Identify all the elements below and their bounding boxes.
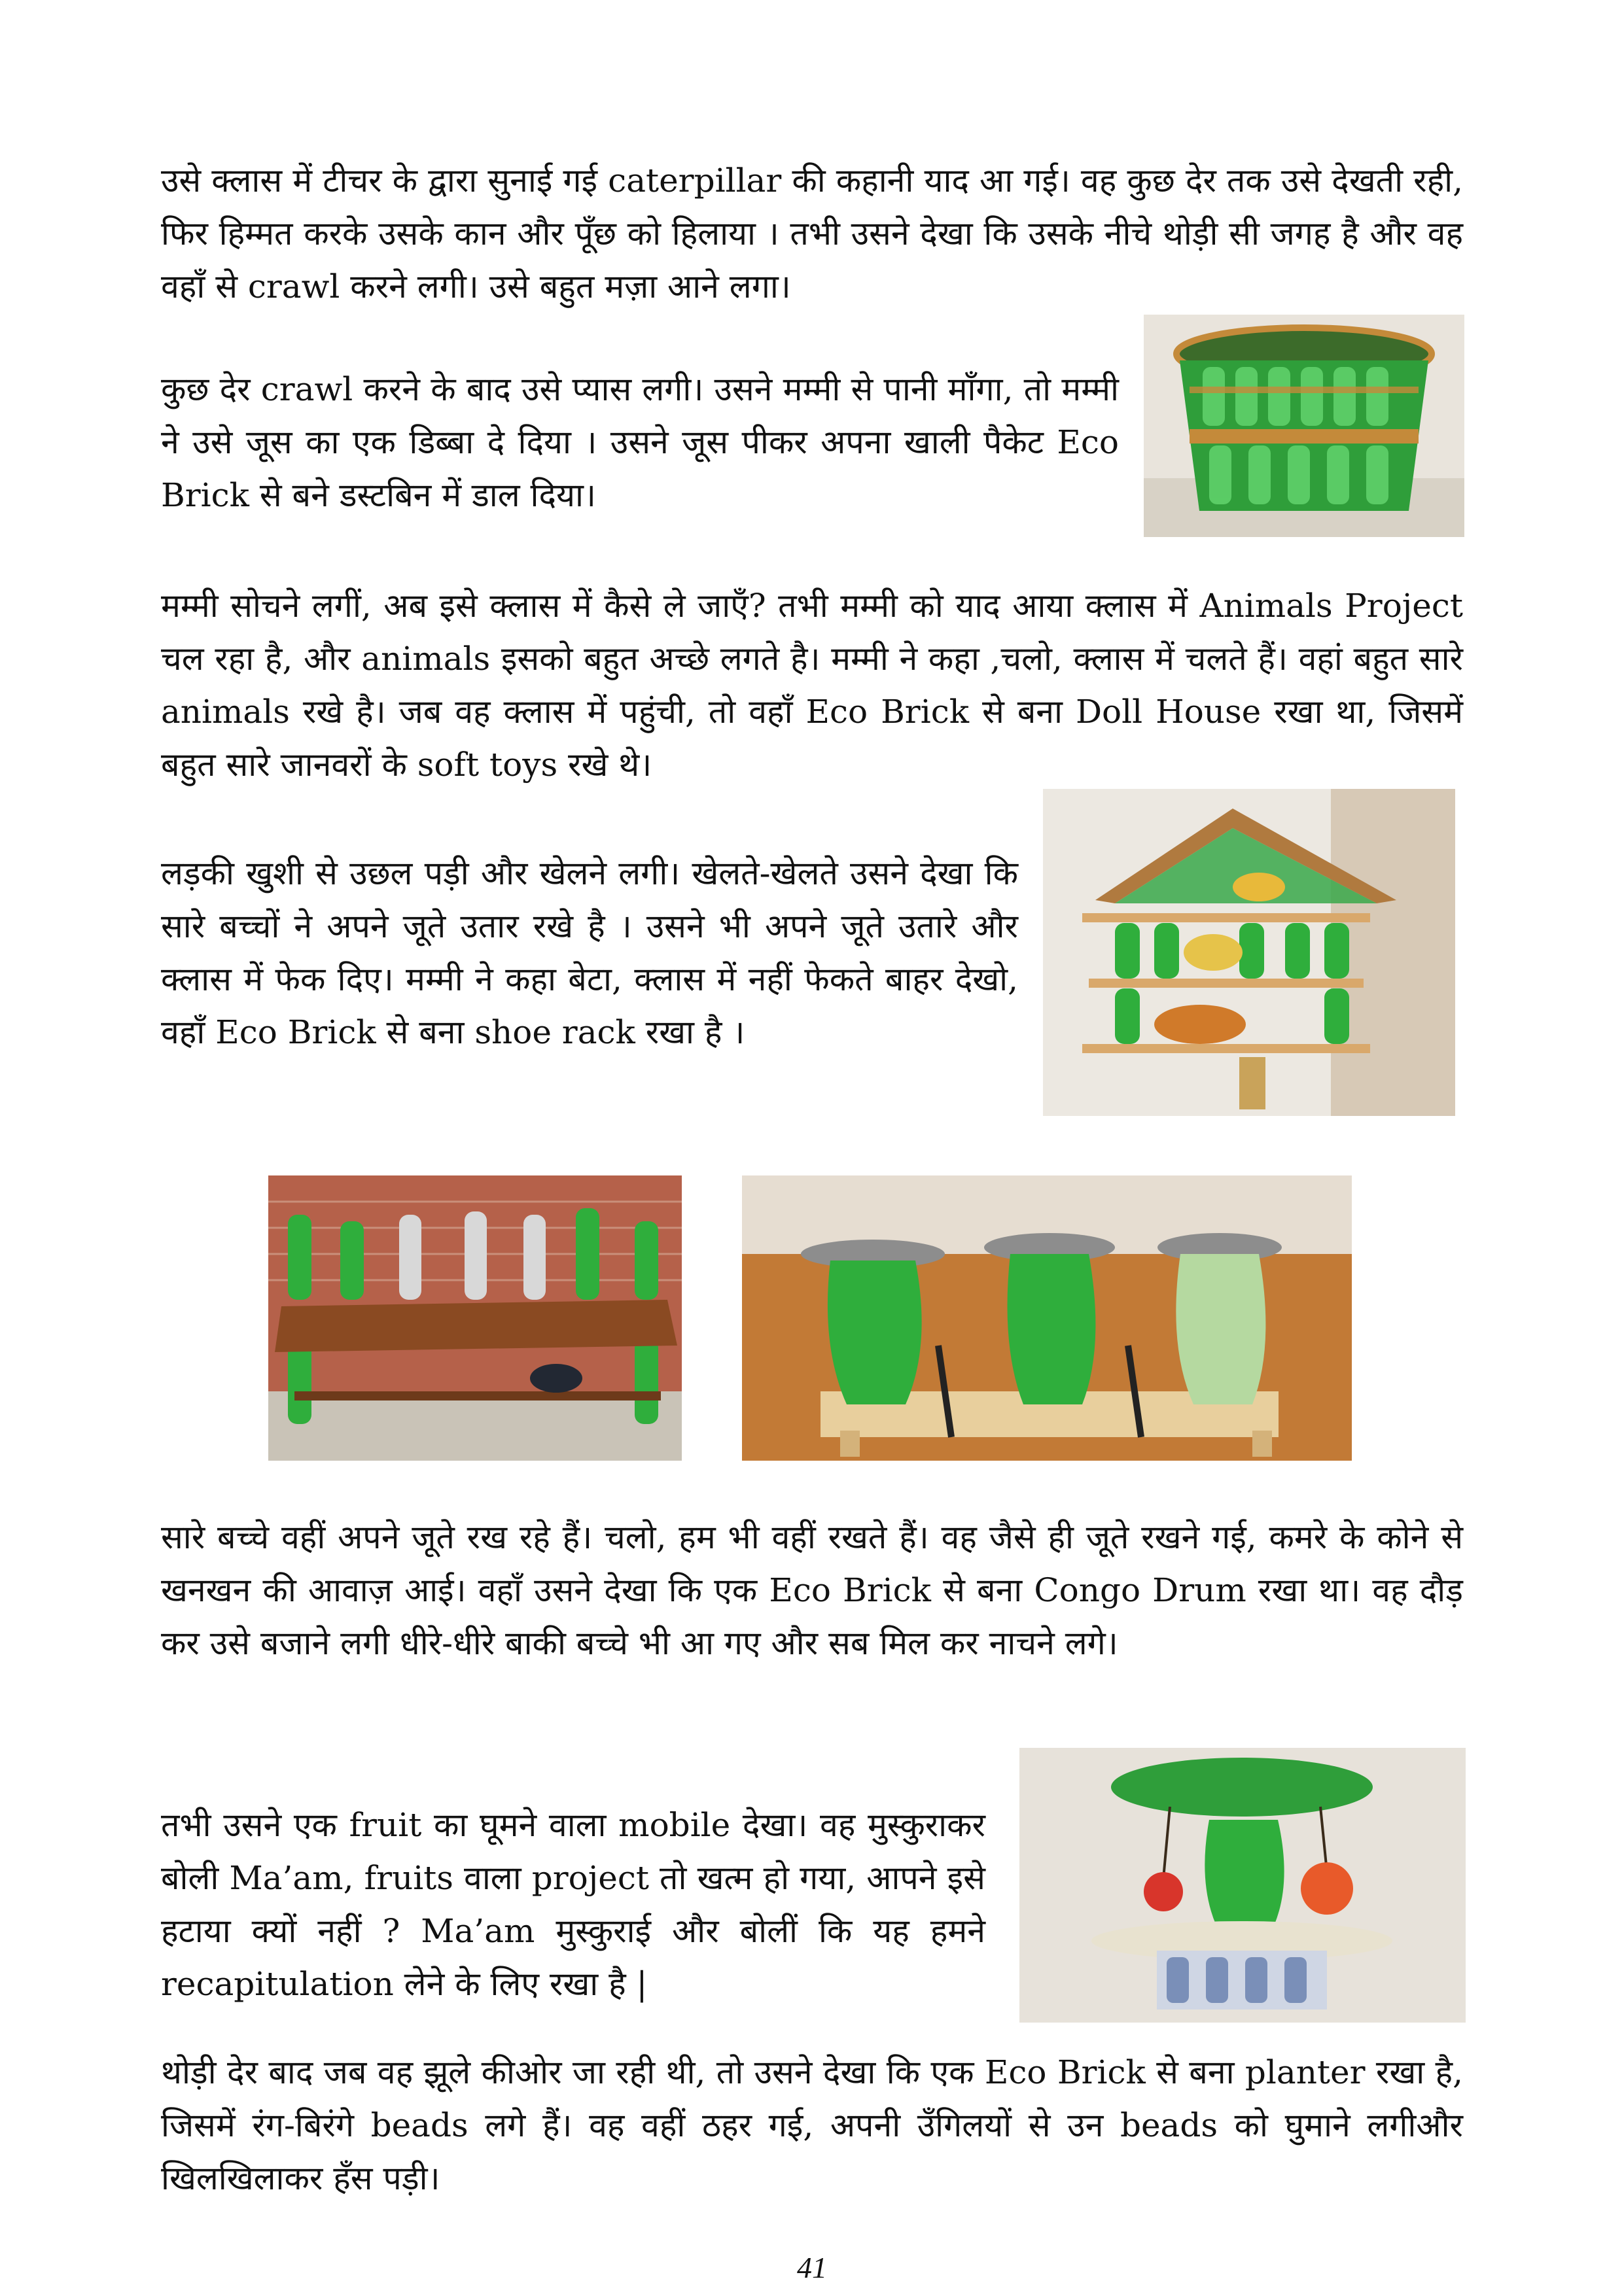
fruit-mobile-photo [1019,1748,1466,2023]
paragraph-7: थोड़ी देर बाद जब वह झूले कीओर जा रही थी, तो उसने देखा कि एक Eco Brick से बना planter रखा है, जिसमें रंग-बिरंगे beads लगे हैं। वह वहीं ठहर गई, अपनी उँगिलयों से उन beads को घुमाने लगीऔर खिलखिलाकर हँस पड़ी। [161,2053,1463,2197]
paragraph-3: मम्मी सोचने लगीं, अब इसे क्लास में कैसे ले जाएँ? तभी मम्मी को याद आया क्लास में Animals Project चल रहा है, और animals इसको बहुत अच्छे लगते है। मम्मी ने कहा ,चलो, क्लास में चलते हैं। वहां बहुत सारे animals रखे है। जब वह क्लास में पहुंची, तो वहाँ Eco Brick से बना Doll House रखा था, जिसमें बहुत सारे जानवरों के soft toys रखे थे। [161,587,1463,784]
paragraph-2: कुछ देर crawl करने के बाद उसे प्यास लगी। उसने मम्मी से पानी माँगा, तो मम्मी ने उसे जूस का एक डिब्बा दे दिया । उसने जूस पीकर अपना खाली पैकेट Eco Brick से बने डस्टबिन में डाल दिया। [161,370,1119,514]
paragraph-1: उसे क्लास में टीचर के द्वारा सुनाई गई caterpillar की कहानी याद आ गई। वह कुछ देर तक उसे देखती रही, फिर हिम्मत करके उसके कान और पूँछ को हिलाया । तभी उसने देखा कि उसके नीचे थोड़ी सी जगह है और वह वहाँ से crawl करने लगी। उसे बहुत मज़ा आने लगा। [161,162,1463,305]
page-number: 41 [797,2251,827,2284]
eco-brick-dustbin-photo [1144,315,1464,537]
eco-brick-doll-house-photo [1043,789,1455,1116]
paragraph-4: लड़की खुशी से उछल पड़ी और खेलने लगी। खेलते-खेलते उसने देखा कि सारे बच्चों ने अपने जूते उतार रखे है । उसने भी अपने जूते उतारे और क्लास में फेक दिए। मम्मी ने कहा बेटा, क्लास में नहीं फेकते बाहर देखो, वहाँ Eco Brick से बना shoe rack रखा है । [161,854,1018,1051]
eco-brick-shoe-rack-photo [268,1175,682,1461]
paragraph-5: सारे बच्चे वहीं अपने जूते रख रहे हैं। चलो, हम भी वहीं रखते हैं। वह जैसे ही जूते रखने गई, कमरे के कोने से खनखन की आवाज़ आई। वहाँ उसने देखा कि एक Eco Brick से बना Congo Drum रखा था। वह दौड़ कर उसे बजाने लगी धीरे-धीरे बाकी बच्चे भी आ गए और सब मिल कर नाचने लगे। [161,1518,1463,1662]
paragraph-6: तभी उसने एक fruit का घूमने वाला mobile देखा। वह मुस्कुराकर बोली Ma’am, fruits वाला project तो खत्म हो गया, आपने इसे हटाया क्यों नहीं ? Ma’am मुस्कुराई और बोलीं कि यह हमने recapitulation लेने के लिए रखा है | [161,1806,985,2003]
eco-brick-congo-drum-photo [742,1175,1352,1461]
